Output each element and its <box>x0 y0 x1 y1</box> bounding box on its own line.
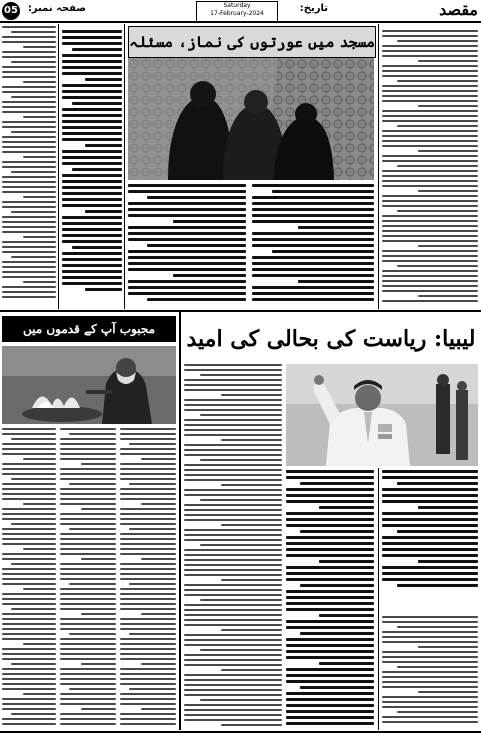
mid-left-text-b <box>60 428 116 728</box>
main-headline-box <box>184 318 478 360</box>
footer-rule <box>0 731 481 733</box>
uniformed-general-photo <box>286 364 478 466</box>
bold-column-text <box>62 30 122 310</box>
main-text-right <box>382 616 478 728</box>
page-number: 05 <box>4 5 18 16</box>
masthead-rule <box>0 21 481 23</box>
column-divider <box>378 24 379 309</box>
column-divider <box>378 468 379 730</box>
women-in-mosque-photo <box>128 58 374 180</box>
page-label: صفحہ نمبر: <box>27 3 86 14</box>
column-divider <box>179 312 181 730</box>
column-divider <box>58 24 59 309</box>
main-text-bold <box>286 470 374 728</box>
date-box <box>196 1 278 22</box>
man-with-fire-photo <box>2 346 176 424</box>
top-headline-banner <box>128 26 376 58</box>
main-headline: لیبیا: ریاست کی بحالی کی امید <box>186 326 476 352</box>
date: 17-February-2024 <box>210 10 264 17</box>
main-text-right-bold <box>382 470 478 610</box>
column-divider <box>124 24 125 309</box>
mid-left-headline: مجبوب آپ کے قدموں میں <box>22 322 156 336</box>
masthead <box>0 0 481 22</box>
right-column-text <box>382 30 478 308</box>
mid-left-headline-box <box>2 316 176 342</box>
brand-logo: مقصد <box>439 0 478 19</box>
mid-left-text-a <box>2 428 56 728</box>
women-photo-art <box>128 58 374 180</box>
top-middle-column-bold-2 <box>252 184 374 304</box>
left-column-text <box>2 26 56 306</box>
weekday: Saturday <box>223 2 251 9</box>
date-label: تاریخ: <box>299 3 328 14</box>
general-photo-art <box>286 364 478 466</box>
man-photo-art <box>2 346 176 424</box>
page-number-badge <box>2 2 20 20</box>
main-text-left <box>184 364 282 728</box>
top-headline: مسجد میں عورتوں کی نماز، مسئلہ <box>129 33 375 51</box>
top-middle-column-bold <box>128 184 246 304</box>
section-rule <box>0 310 481 312</box>
mid-left-text-c <box>120 428 176 728</box>
